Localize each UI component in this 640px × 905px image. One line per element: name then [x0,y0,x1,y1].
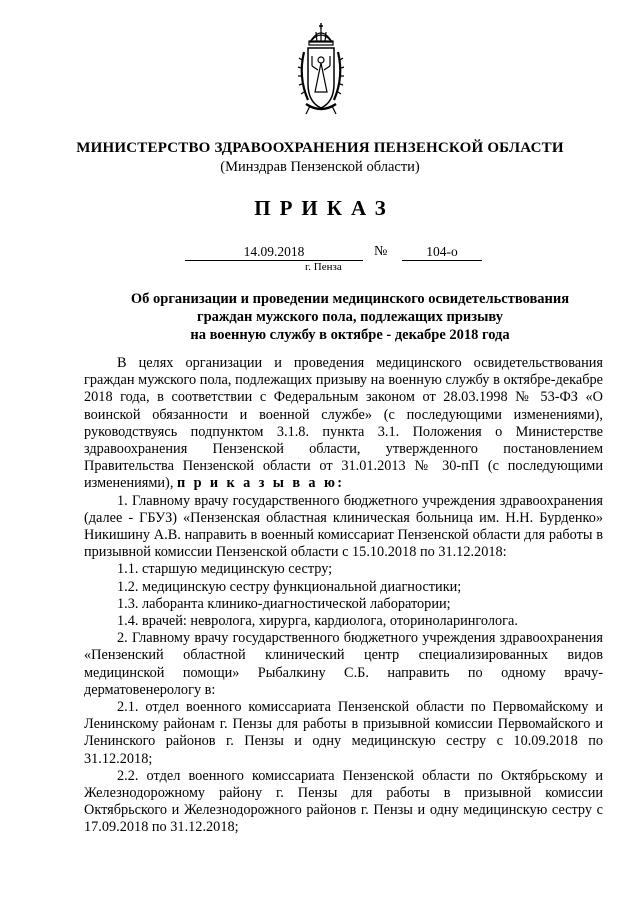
ministry-name: МИНИСТЕРСТВО ЗДРАВООХРАНЕНИЯ ПЕНЗЕНСКОЙ ОБЛАСТИ [76,140,564,156]
order-number: 104-о [402,244,482,261]
subject-line: граждан мужского пола, подлежащих призыву [197,309,503,325]
paragraph-1-2: 1.2. медицинскую сестру функциональной диагностики; [117,578,462,595]
paragraph-2-1: 2.1. отдел военного комиссариата Пензенской области по Первомайскому и Ленинскому районам г. Пензы для работы в призывной комиссии Первомайского и Ленинского районов г. Пензы и одну медицинскую сестру с 10.09.2018 по 31.12.2018; [84,699,603,767]
paragraph-1-3: 1.3. лаборанта клинико-диагностической лаборатории; [117,595,451,612]
subject-line: на военную службу в октябре - декабре 2018 года [190,327,510,343]
order-city: г. Пенза [305,261,342,273]
intro-paragraph [84,355,603,493]
order-title: ПРИКАЗ [254,196,395,220]
coat-of-arms-icon [296,22,346,118]
order-subject [100,290,600,344]
order-date: 14.09.2018 [185,244,363,261]
paragraph-2-2: 2.2. отдел военного комиссариата Пензенской области по Октябрьскому и Железнодорожному району г. Пензы для работы в призывной комиссии Октябрьского и Железнодорожного районов г. Пензы и одну медицинскую сестру с 17.09.2018 по 31.12.2018; [84,767,603,836]
number-sign: № [374,244,388,259]
subject-line: Об организации и проведении медицинского освидетельствования [130,291,570,307]
order-body [84,355,603,837]
paragraph-1: 1. Главному врачу государственного бюджетного учреждения здравоохранения (далее - ГБУЗ) «Пензенская областная клиническая больница им. Н.Н. Бурденко» Никишину А.В. направить в военный комиссариат Пензенской области для работы в призывной комиссии Пензенской области с 15.10.2018 по 31.12.2018: [84,492,603,561]
paragraph-1-1: 1.1. старшую медицинскую сестру; [117,561,333,578]
ministry-short-name: (Минздрав Пензенской области) [220,159,420,175]
intro-text: В целях организации и проведения медицинского освидетельствования граждан мужского пола, подлежащих призыву на военную службу в октябре-декабре 2018 года, в соответствии с Федеральным законом от 28.03.1998 № 53-ФЗ «О воинской обязанности и военной службе» (с последующими изменениями), руководствуясь подпунктом 3.1.8. пункта 3.1. Положения о Министерстве здравоохранения Пензенской области, утвержденного постановлением Правительства Пензенской области от 31.01.2013 № 30-пП (с последующими изменениями), [84,355,603,492]
paragraph-2: 2. Главному врачу государственного бюджетного учреждения здравоохранения «Пензенский областной клинический центр специализированных видов медицинской помощи» Рыбалкину С.Б. направить по одному врачу-дерматовенерологу в: [84,630,603,698]
paragraph-1-4: 1.4. врачей: невролога, хирурга, кардиолога, оториноларинголога. [117,613,518,630]
order-word: п р и к а з ы в а ю: [176,475,345,492]
